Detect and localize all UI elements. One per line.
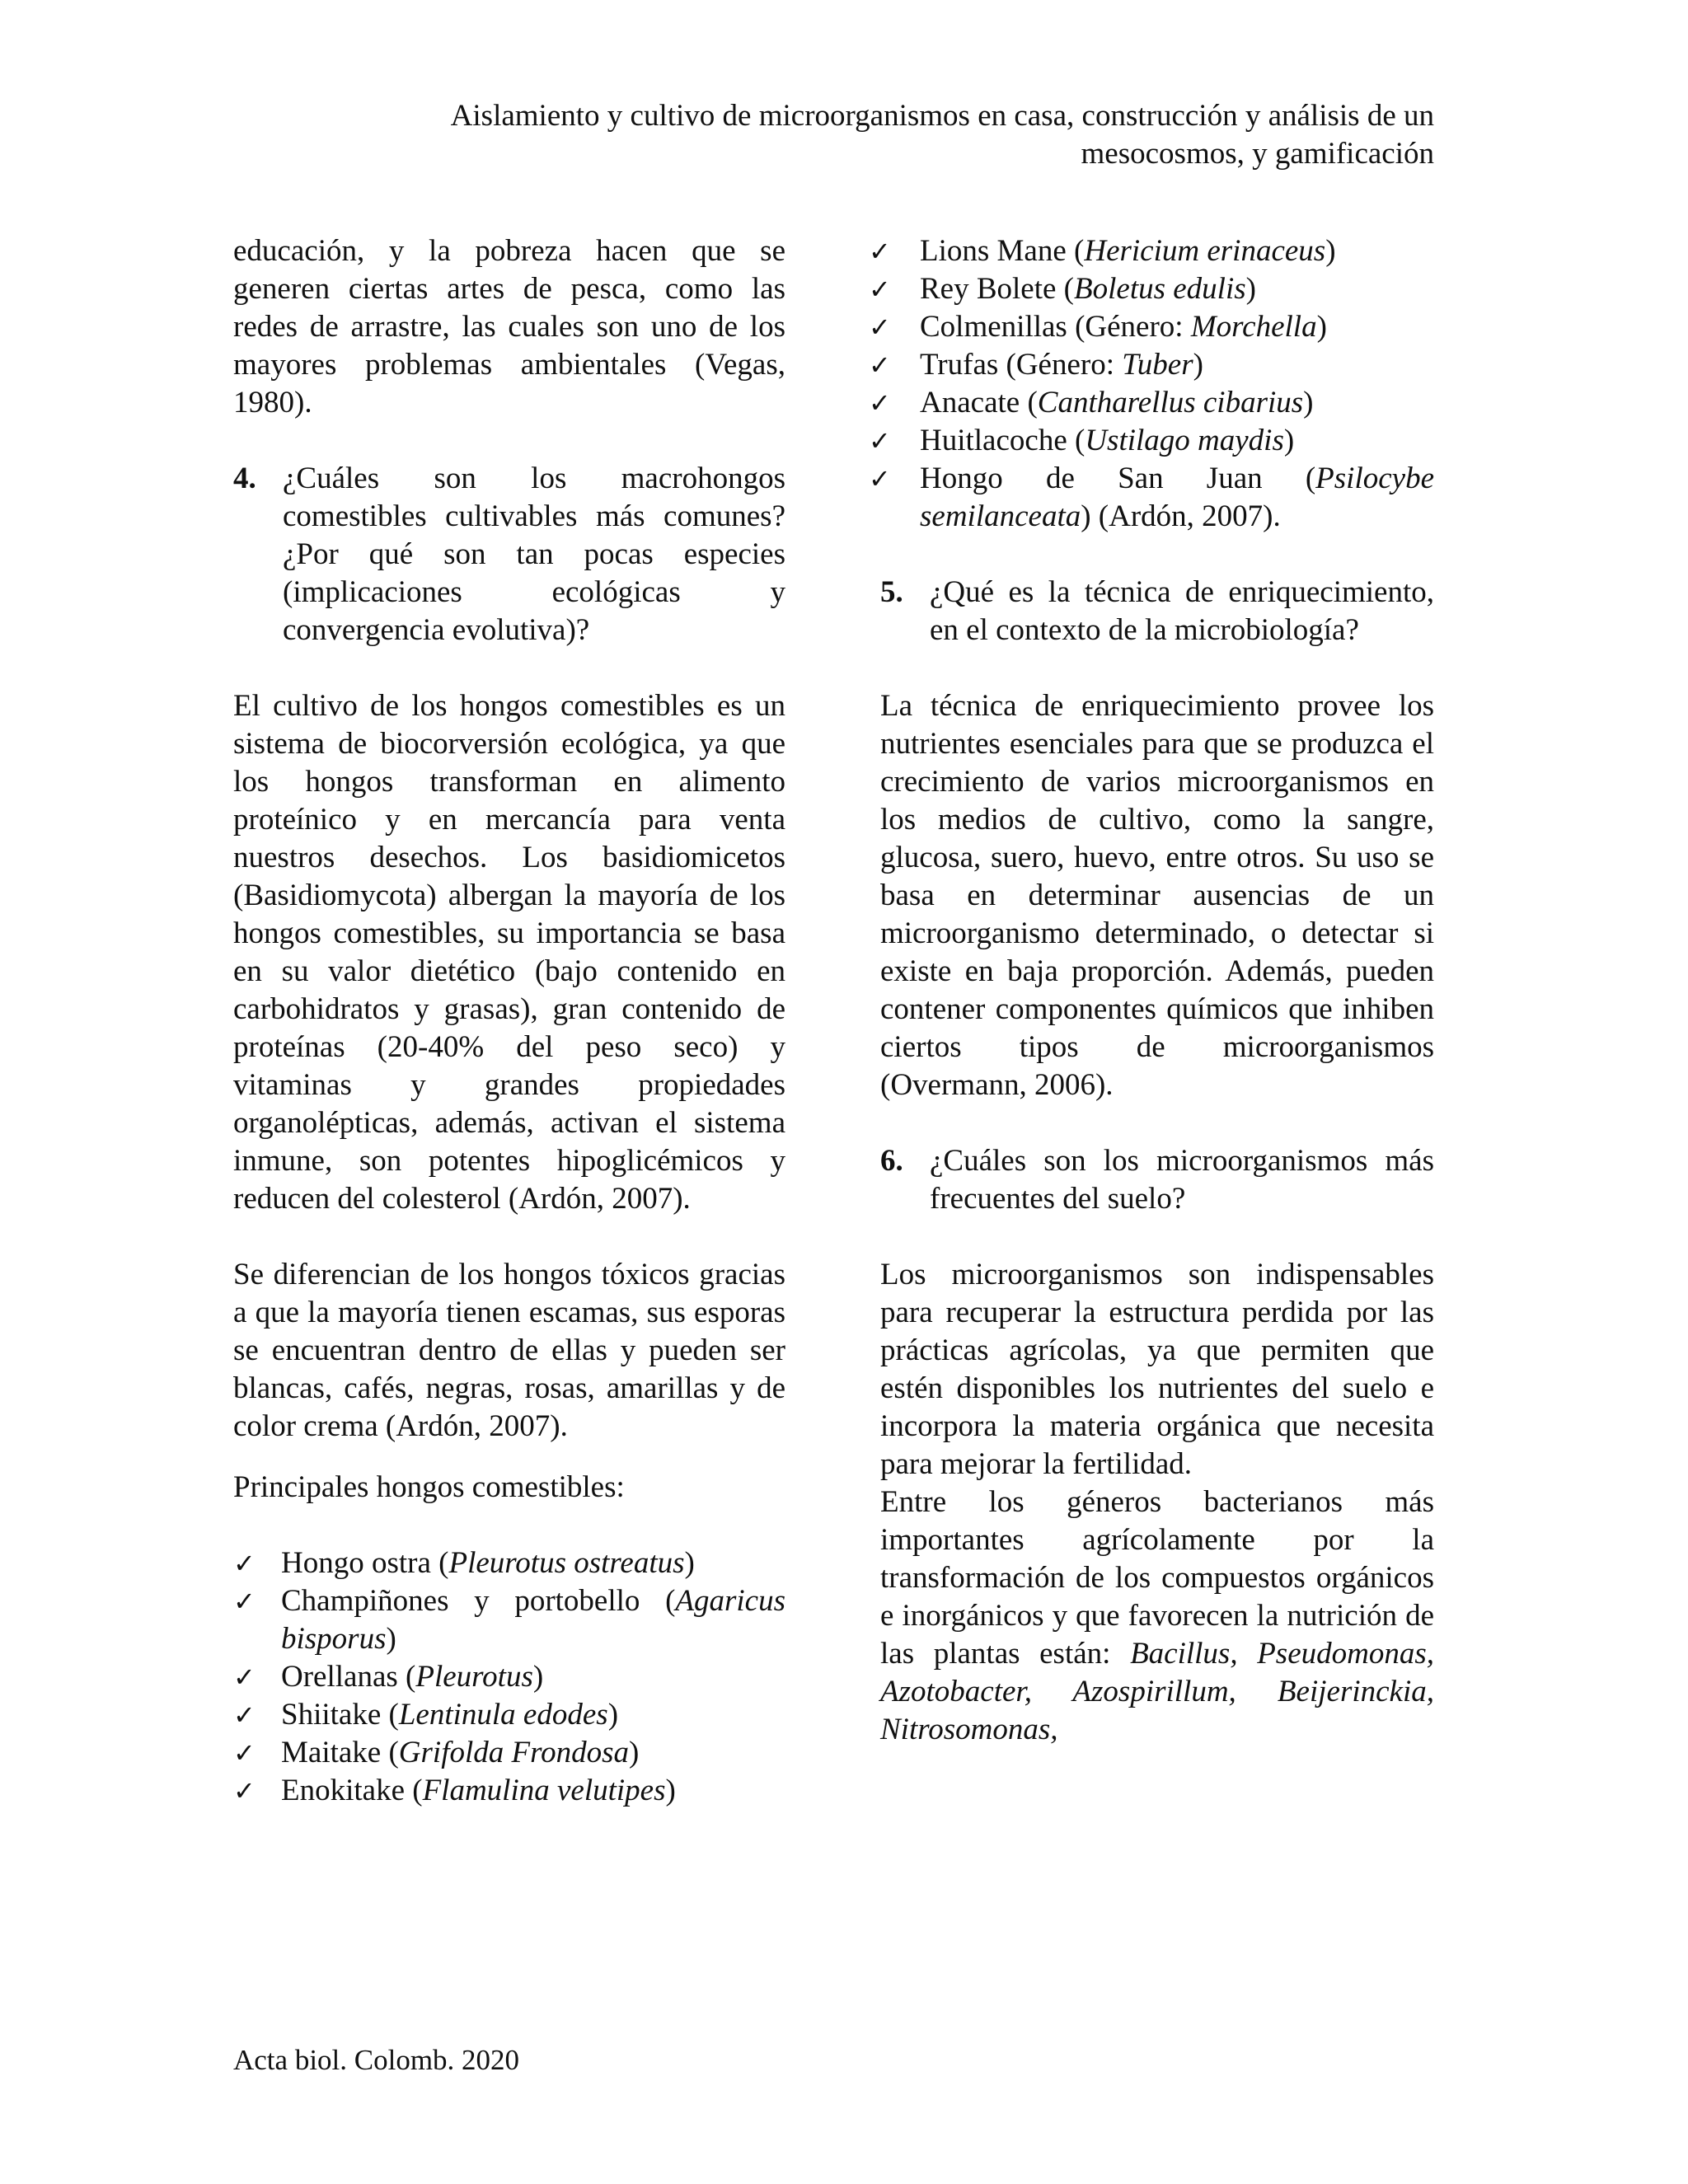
question-4	[233, 460, 785, 649]
paragraph-cultivo: El cultivo de los hongos comestibles es un sistema de biocorversión ecológica, ya que los hongos transforman en alimento proteínico y en mercancía para venta nuestros desechos. Los basidiomicetos (Basidiomycota) albergan la mayoría de los hongos comestibles, su importancia se basa en su valor dietético (bajo contenido en carbohidratos y grasas), gran contenido de proteínas (20-40% del peso seco) y vitaminas y grandes propiedades organolépticas, además, activan el sistema inmune, son potentes hipoglicémicos y reducen del colesterol (Ardón, 2007).	[233, 689, 785, 1216]
edible-mushroom-list-left	[233, 1544, 785, 1810]
checkmark-icon: ✓	[869, 236, 891, 267]
list-item	[869, 422, 1434, 460]
item-end: ) (Ardón, 2007).	[1081, 499, 1281, 533]
item-scientific-name: Tuber	[1122, 348, 1193, 382]
checkmark-icon: ✓	[233, 1699, 256, 1731]
item-name: Maitake (	[281, 1736, 399, 1769]
question-5-text: ¿Qué es la técnica de enriquecimiento, en el contexto de la microbiología?	[930, 575, 1434, 647]
question-6	[880, 1142, 1434, 1218]
item-name: Hongo ostra (	[281, 1546, 449, 1580]
item-name: Trufas (Género:	[920, 348, 1123, 382]
generos-list: Bacillus, Pseudomonas, Azotobacter, Azospirillum, Beijerinckia, Nitrosomonas,	[880, 1637, 1434, 1746]
item-name: Lions Mane (	[920, 234, 1085, 268]
checkmark-icon: ✓	[233, 1586, 256, 1617]
item-name: Huitlacoche (	[920, 424, 1085, 457]
question-6-text: ¿Cuáles son los microorganismos más frecuentes del suelo?	[930, 1144, 1434, 1216]
item-name: Hongo de San Juan (	[920, 462, 1316, 495]
item-scientific-name: Flamulina velutipes	[422, 1774, 666, 1807]
edible-mushroom-list-right	[869, 232, 1434, 536]
item-scientific-name: Pleurotus ostreatus	[448, 1546, 685, 1580]
item-end: )	[684, 1546, 695, 1580]
list-title: Principales hongos comestibles:	[233, 1470, 625, 1504]
list-item	[869, 346, 1434, 384]
question-4-text: ¿Cuáles son los macrohongos comestibles cultivables más comunes? ¿Por qué son tan pocas especies (implicaciones ecológicas y convergencia evolutiva)?	[283, 462, 785, 647]
item-scientific-name: Ustilago maydis	[1085, 424, 1284, 457]
item-scientific-name: Morchella	[1190, 310, 1317, 344]
list-item	[233, 1582, 785, 1658]
item-scientific-name: Boletus edulis	[1074, 272, 1246, 306]
item-end: )	[629, 1736, 640, 1769]
list-item	[869, 460, 1434, 536]
paragraph-generos	[880, 1483, 1434, 1749]
item-scientific-name: Hericium erinaceus	[1084, 234, 1326, 268]
list-item	[869, 232, 1434, 270]
list-item	[869, 384, 1434, 422]
item-end: )	[1303, 386, 1314, 419]
list-item	[233, 1696, 785, 1734]
item-name: Rey Bolete (	[920, 272, 1075, 306]
list-item	[233, 1658, 785, 1696]
checkmark-icon: ✓	[869, 387, 891, 419]
checkmark-icon: ✓	[233, 1661, 256, 1693]
item-end: )	[532, 1660, 544, 1694]
item-end: )	[607, 1698, 619, 1732]
item-scientific-name: Grifolda Frondosa	[398, 1736, 630, 1769]
header-line-2: mesocosmos, y gamificación	[1081, 137, 1434, 171]
list-item	[869, 270, 1434, 308]
item-name: Colmenillas (Género:	[920, 310, 1191, 344]
paragraph-enriquecimiento: La técnica de enriquecimiento provee los nutrientes esenciales para que se produzca el crecimiento de varios microorganismos en los medios de cultivo, como la sangre, glucosa, suero, huevo, entre otros. Su uso se basa en determinar ausencias de un microorganismo determinado, o detectar si existe en baja proporción. Además, pueden contener componentes químicos que inhiben ciertos tipos de microorganismos (Overmann, 2006).	[880, 689, 1434, 1102]
checkmark-icon: ✓	[869, 425, 891, 457]
question-6-number: 6.	[880, 1144, 903, 1178]
checkmark-icon: ✓	[233, 1737, 256, 1769]
paragraph-diferencian: Se diferencian de los hongos tóxicos gracias a que la mayoría tienen escamas, sus esporas se encuentran dentro de ellas y pueden ser blancas, cafés, negras, rosas, amarillas y de color crema (Ardón, 2007).	[233, 1258, 785, 1443]
checkmark-icon: ✓	[869, 463, 891, 494]
item-scientific-name: Lentinula edodes	[398, 1698, 608, 1732]
question-5-number: 5.	[880, 575, 903, 609]
item-end: )	[386, 1622, 396, 1656]
checkmark-icon: ✓	[233, 1775, 256, 1807]
checkmark-icon: ✓	[869, 349, 891, 381]
question-5	[880, 574, 1434, 649]
right-column	[869, 232, 1434, 1749]
item-end: )	[1316, 310, 1327, 344]
footer-journal: Acta biol. Colomb. 2020	[233, 2044, 520, 2076]
list-item	[233, 1772, 785, 1810]
item-end: )	[1245, 272, 1256, 306]
item-name: Champiñones y portobello (	[281, 1584, 676, 1618]
item-scientific-name: Cantharellus cibarius	[1037, 386, 1304, 419]
item-scientific-name: Agaricus bisporus	[281, 1584, 785, 1656]
item-name: Shiitake (	[281, 1698, 399, 1732]
item-scientific-name: Pleurotus	[415, 1660, 533, 1694]
item-name: Anacate (	[920, 386, 1038, 419]
checkmark-icon: ✓	[869, 274, 891, 305]
question-4-number: 4.	[233, 462, 256, 495]
left-column	[233, 232, 785, 1810]
checkmark-icon: ✓	[869, 312, 891, 343]
list-item	[233, 1734, 785, 1772]
item-end: )	[665, 1774, 676, 1807]
item-end: )	[1193, 348, 1203, 382]
intro-paragraph: educación, y la pobreza hacen que se generen ciertas artes de pesca, como las redes de arrastre, las cuales son uno de los mayores problemas ambientales (Vegas, 1980).	[233, 234, 785, 419]
list-item	[869, 308, 1434, 346]
item-end: )	[1325, 234, 1336, 268]
checkmark-icon: ✓	[233, 1548, 256, 1579]
paragraph-microorganismos: Los microorganismos son indispensables para recuperar la estructura perdida por las prácticas agrícolas, ya que permiten que estén disponibles los nutrientes del suelo e incorpora la materia orgánica que necesita para mejorar la fertilidad.	[880, 1258, 1434, 1481]
item-end: )	[1283, 424, 1295, 457]
header-line-1: Aislamiento y cultivo de microorganismos en casa, construcción y análisis de un	[450, 99, 1434, 133]
item-name: Orellanas (	[281, 1660, 416, 1694]
item-scientific-name: Psilocybe semilanceata	[920, 462, 1434, 533]
item-name: Enokitake (	[281, 1774, 423, 1807]
generos-text: Entre los géneros bacterianos más importantes agrícolamente por la transformación de los compuestos orgánicos e inorgánicos y que favorecen la nutrición de las plantas están:	[880, 1485, 1434, 1671]
list-item	[233, 1544, 785, 1582]
running-header	[280, 97, 1434, 173]
